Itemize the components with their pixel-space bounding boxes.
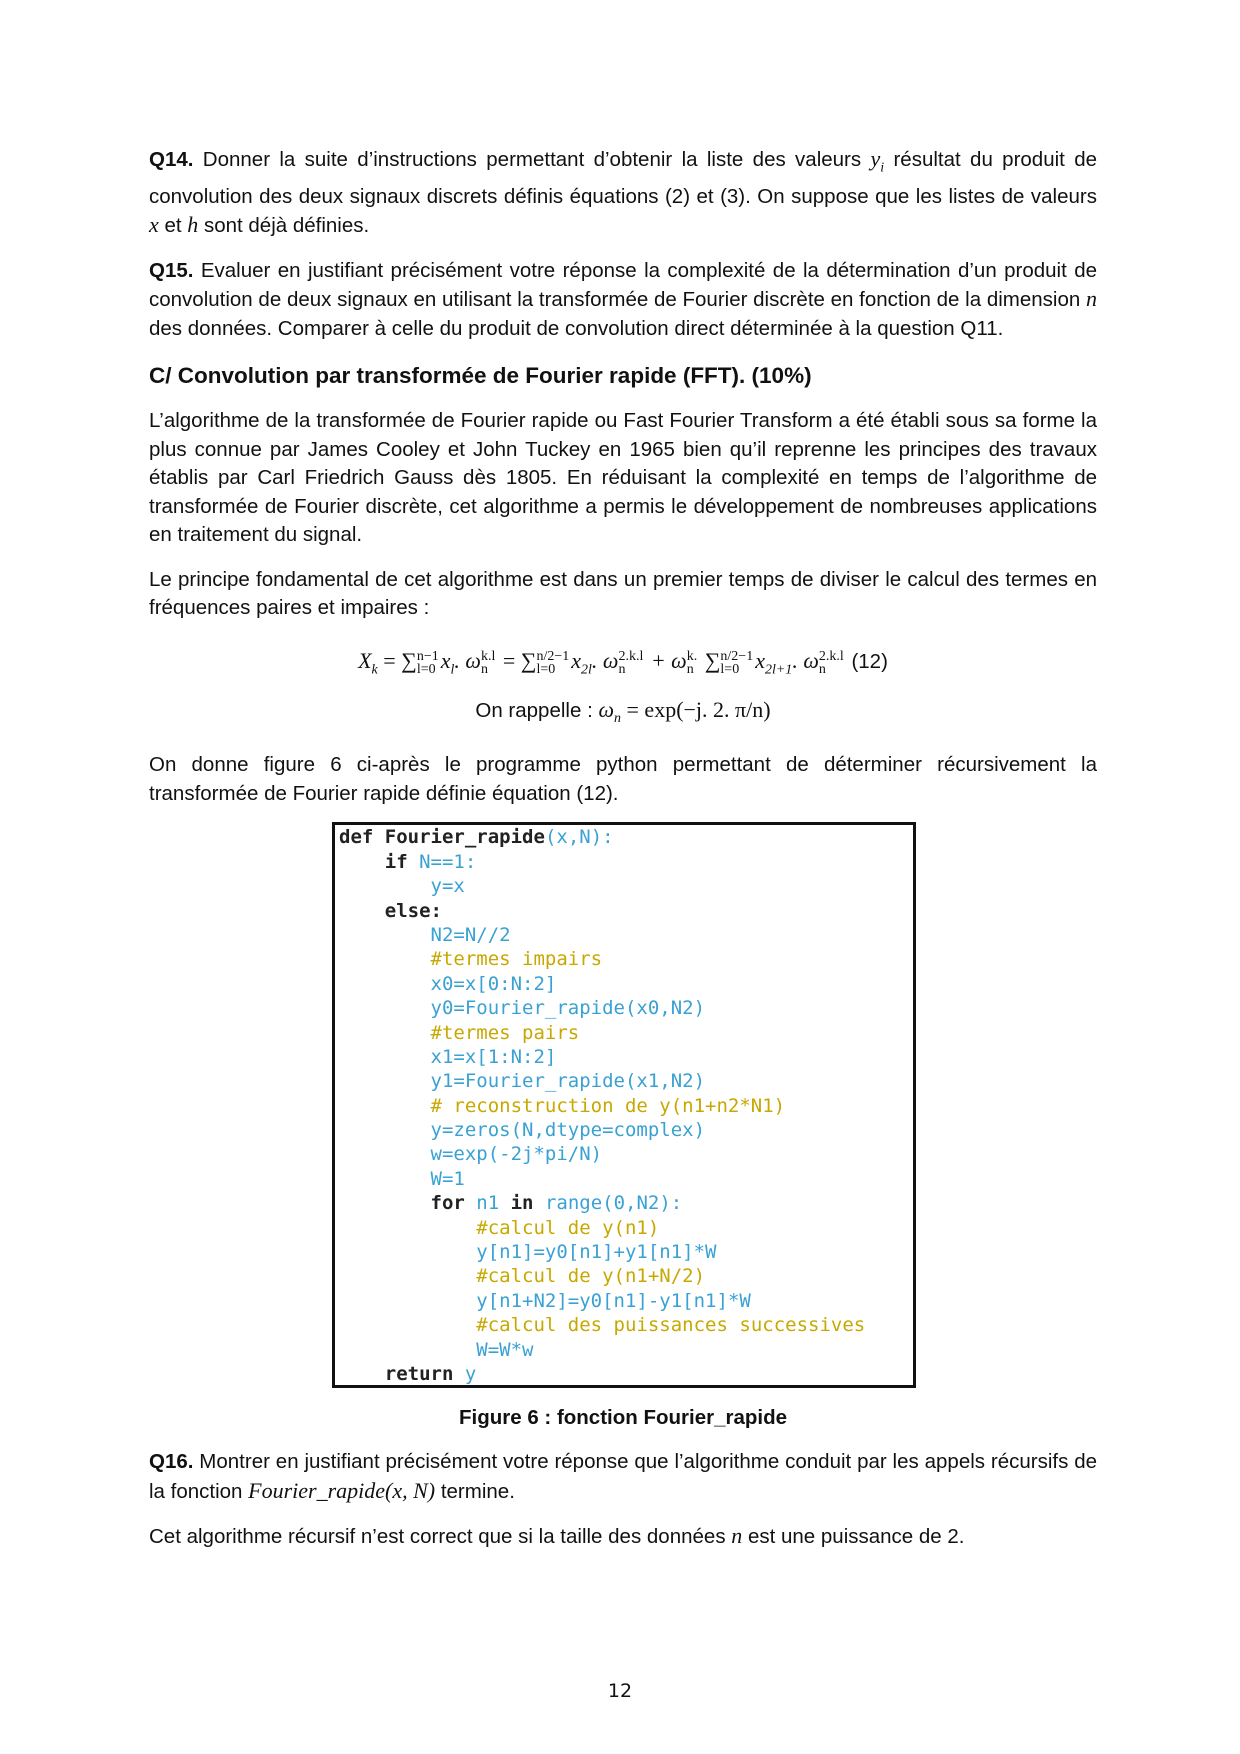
section-title: C/ Convolution par transformée de Fourier rapide (FFT). (10%) [149, 363, 812, 389]
code-line: # reconstruction de y(n1+n2*N1) [430, 1094, 786, 1117]
page-number: 12 [607, 1680, 633, 1702]
code-line: x0=x[0:N:2] [430, 972, 557, 995]
code-line: N2=N//2 [430, 923, 511, 946]
question-15: Q15. Evaluer en justifiant précisément votre réponse la complexité de la détermination d’un produit de convolution de deux signaux en utilisant la transformée de Fourier discrète en fonction de la dimension n des données. Comparer à celle du produit de convolution direct déterminée à la question Q11. [149, 258, 1097, 340]
math-n: n [731, 1523, 743, 1549]
math-x: x [149, 212, 159, 238]
math-h: h [187, 212, 199, 238]
recall-line: On rappelle : $\omega_n = \exp(-j$. 2. π/n) [475, 697, 771, 727]
code-line: w=exp(-2j*pi/N) [430, 1143, 603, 1166]
question-label: Q14. [149, 148, 194, 171]
code-line: x1=x[1:N:2] [430, 1045, 557, 1068]
paragraph-last: Cet algorithme récursif n’est correct que si la taille des données n est une puissance de 2. [149, 1523, 965, 1549]
equation-number: (12) [845, 649, 888, 673]
code-line: def Fourier_rapide(x,N): [339, 826, 614, 849]
code-line: #termes pairs [430, 1021, 580, 1044]
code-line: #termes impairs [430, 948, 603, 971]
math-n: n [1086, 286, 1097, 312]
math-yi: $y_i$ [870, 146, 885, 176]
code-line: #calcul de y(n1) [476, 1216, 660, 1239]
question-label: Q15. [149, 258, 194, 282]
paragraph-intro: L’algorithme de la transformée de Fourier rapide ou Fast Fourier Transform a été établi sous sa forme la plus connue par James Cooley et John Tuckey en 1965 bien qu’il reprenne les principes des travaux établis par Carl Friedrich Gauss dès 1805. En réduisant la complexité en temps de l’algorithme de transformée de Fourier discrète, cet algorithme a permis le développement de nombreuses applications en traitement du signal. [149, 409, 1097, 547]
code-line: y1=Fourier_rapide(x1,N2) [430, 1070, 706, 1093]
code-line: y=x [430, 875, 465, 898]
code-line: W=W*w [476, 1338, 534, 1361]
figure-caption: Figure 6 : fonction Fourier_rapide [458, 1406, 788, 1430]
code-line: else: [384, 899, 442, 922]
math-function-name: Fourier_rapide [248, 1477, 386, 1503]
code-line: for n1 in range(0,N2): [430, 1192, 683, 1215]
question-label: Q16. [149, 1450, 194, 1474]
code-line: return y [384, 1362, 477, 1385]
code-figure-6 [332, 822, 916, 1388]
code-line: #calcul de y(n1+N/2) [476, 1265, 706, 1288]
paragraph-figure-intro: On donne figure 6 ci-après le programme python permettant de déterminer récursivement la transformée de Fourier rapide définie équation (12). [149, 753, 1097, 805]
question-16: Q16. Montrer en justifiant précisément votre réponse que l’algorithme conduit par les appels récursifs de la fonction Fourier_rapide(x, N) termine. [149, 1450, 1097, 1503]
code-line: #calcul des puissances successives [476, 1314, 866, 1337]
code-line: y=zeros(N,dtype=complex) [430, 1119, 706, 1142]
code-line: W=1 [430, 1167, 465, 1190]
code-line: y0=Fourier_rapide(x0,N2) [430, 997, 706, 1020]
code-line: y[n1+N2]=y0[n1]-y1[n1]*W [476, 1289, 751, 1312]
equation-12: $X_k$ = ∑ n−1 l=0 $x_l$. ω k.l n = ∑ n/2−1 l=0 $x_{2l}$. ω 2.k.l n + ω k. n ∑ n/2−1 l=0 $x_{2l+1}$. ω 2.k.l n (12) [358, 647, 888, 678]
code-line: if N==1: [384, 850, 477, 873]
paragraph-principle: Le principe fondamental de cet algorithme est dans un premier temps de diviser le calcul des termes en fréquences paires et impaires : [149, 567, 1097, 620]
code-line: y[n1]=y0[n1]+y1[n1]*W [476, 1241, 717, 1264]
question-14: Q14. Donner la suite d’instructions permettant d’obtenir la liste des valeurs $y_i$ résultat du produit de convolution des deux signaux discrets définis équations (2) et (3). On suppose que les listes de valeurs x et h sont déjà définies. [149, 146, 1098, 238]
document-page [149, 145, 1097, 1552]
